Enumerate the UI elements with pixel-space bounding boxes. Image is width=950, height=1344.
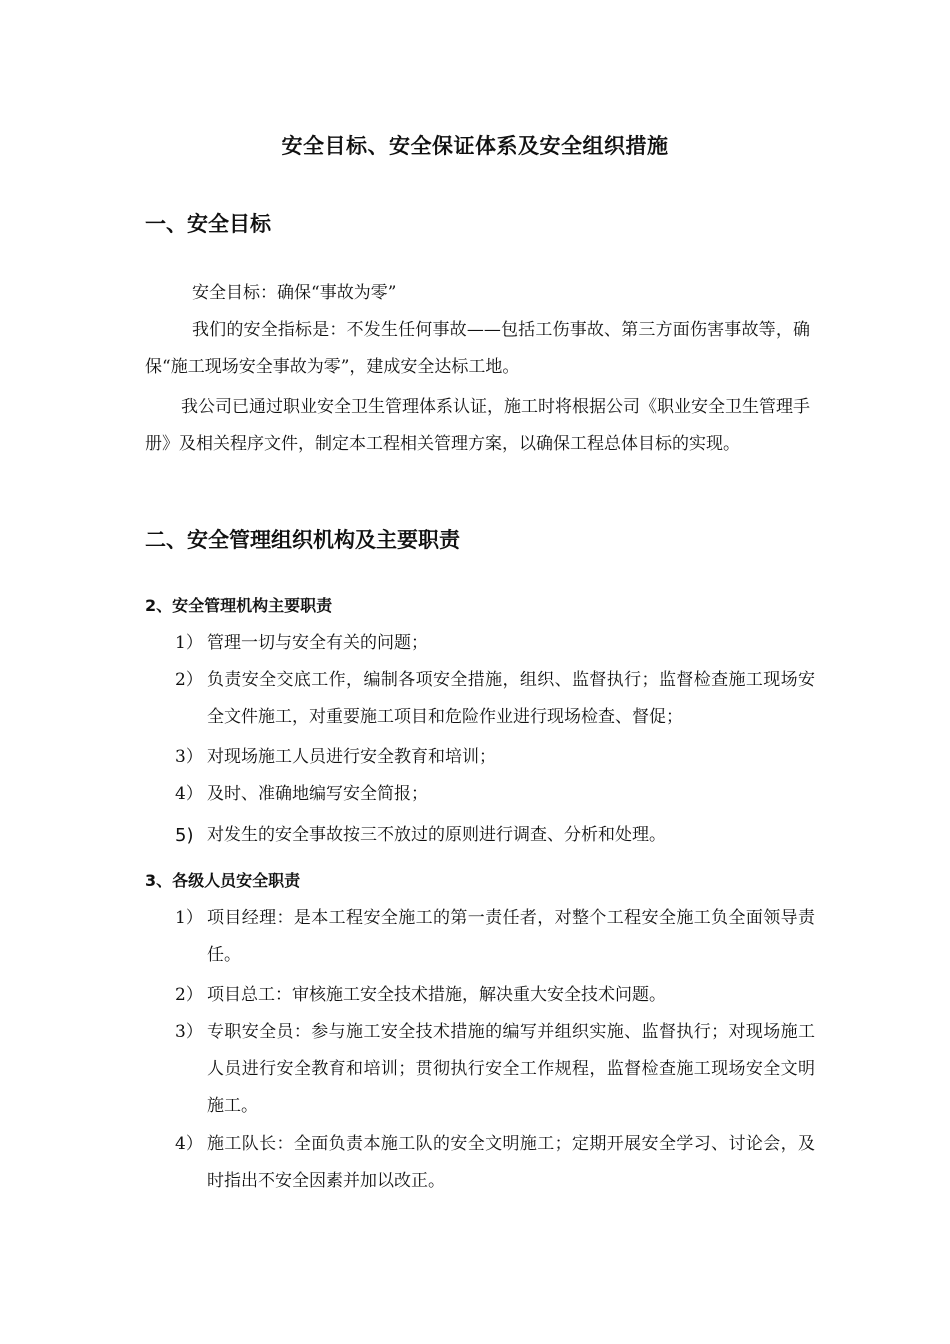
list-item-text: 对现场施工人员进行安全教育和培训； bbox=[207, 747, 496, 767]
list-item-number: 4） bbox=[175, 784, 203, 804]
list-item-text: 项目经理：是本工程安全施工的第一责任者，对整个工程安全施工负全面领导责任。 bbox=[207, 908, 815, 965]
certification-paragraph: 我公司已通过职业安全卫生管理体系认证，施工时将根据公司《职业安全卫生管理手册》及相关程序文件，制定本工程相关管理方案，以确保工程总体目标的实现。 bbox=[145, 397, 810, 454]
list-item-number: 1） bbox=[175, 908, 203, 928]
list-item bbox=[175, 900, 815, 974]
subsection-3-heading: 3、各级人员安全职责 bbox=[145, 871, 301, 890]
list-item-text: 负责安全交底工作，编制各项安全措施，组织、监督执行；监督检查施工现场安全文件施工，对重要施工项目和危险作业进行现场检查、督促； bbox=[207, 670, 815, 727]
list-item bbox=[175, 1126, 815, 1200]
list-item-number: 3） bbox=[175, 747, 203, 767]
section-1-heading: 一、安全目标 bbox=[145, 212, 271, 236]
list-item bbox=[175, 625, 815, 662]
list-item-text: 及时、准确地编写安全简报； bbox=[207, 784, 428, 804]
list-item bbox=[175, 977, 815, 1014]
list-item-number: 2） bbox=[175, 985, 203, 1005]
list-item bbox=[175, 817, 815, 854]
list-item-text: 专职安全员：参与施工安全技术措施的编写并组织实施、监督执行；对现场施工人员进行安全教育和培训；贯彻执行安全工作规程，监督检查施工现场安全文明施工。 bbox=[207, 1022, 815, 1116]
list-item-text: 施工队长：全面负责本施工队的安全文明施工；定期开展安全学习、讨论会，及时指出不安全因素并加以改正。 bbox=[207, 1134, 815, 1191]
list-item bbox=[175, 1014, 815, 1125]
list-item-text: 项目总工：审核施工安全技术措施，解决重大安全技术问题。 bbox=[207, 985, 666, 1005]
list-item bbox=[175, 739, 815, 776]
section-2-heading: 二、安全管理组织机构及主要职责 bbox=[145, 528, 460, 552]
subsection-2-heading: 2、安全管理机构主要职责 bbox=[145, 596, 333, 615]
safety-indicator-paragraph: 我们的安全指标是：不发生任何事故——包括工伤事故、第三方面伤害事故等，确保“施工现场安全事故为零”，建成安全达标工地。 bbox=[145, 320, 810, 377]
list-item bbox=[175, 662, 815, 736]
document-title: 安全目标、安全保证体系及安全组织措施 bbox=[281, 134, 669, 158]
safety-goal-text: 安全目标：确保“事故为零” bbox=[192, 283, 397, 303]
list-item-number: 1） bbox=[175, 633, 203, 653]
list-item bbox=[175, 776, 815, 813]
list-item-text: 对发生的安全事故按三不放过的原则进行调查、分析和处理。 bbox=[207, 825, 666, 845]
list-item-number: 4） bbox=[175, 1134, 203, 1154]
list-item-text: 管理一切与安全有关的问题； bbox=[207, 633, 428, 653]
list-item-number: 2） bbox=[175, 670, 203, 690]
list-item-number: 5) bbox=[175, 825, 194, 846]
list-item-number: 3） bbox=[175, 1022, 203, 1042]
